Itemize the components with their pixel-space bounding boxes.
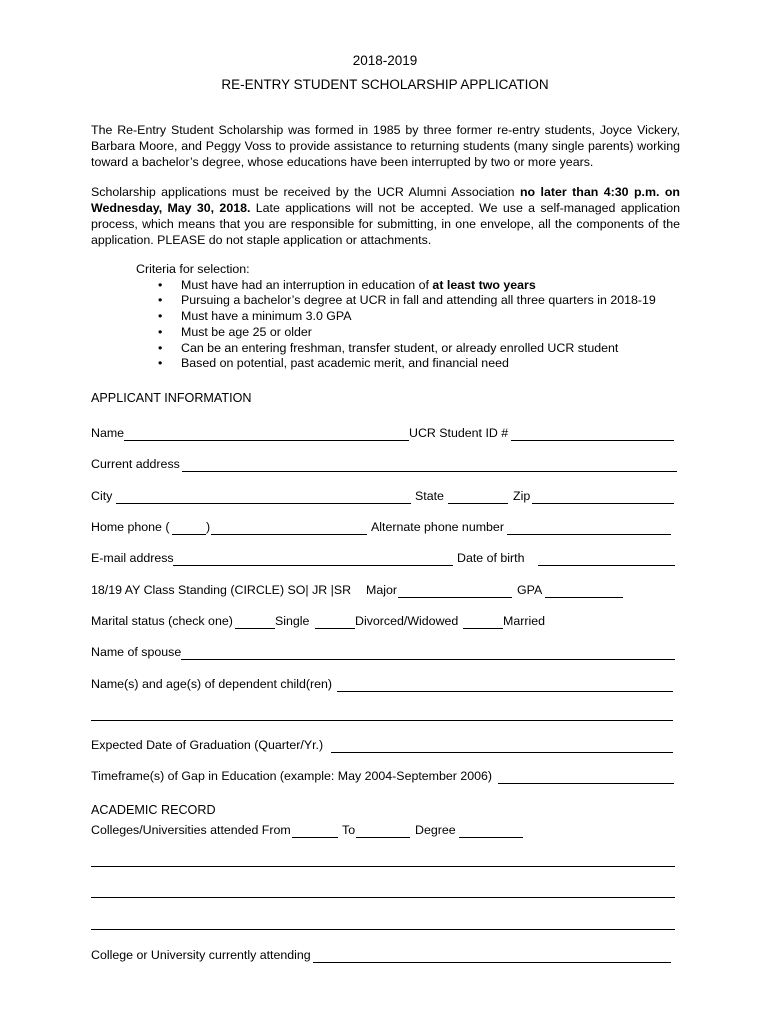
gap-row <box>91 769 677 787</box>
criteria-item: • Can be an entering freshman, transfer student, or already enrolled UCR student <box>136 341 656 357</box>
from-field[interactable] <box>292 837 338 838</box>
home-phone-paren: ) <box>206 520 211 534</box>
area-code-field[interactable] <box>172 534 206 535</box>
gap-field[interactable] <box>498 783 674 784</box>
zip-label: Zip <box>513 489 531 503</box>
student-id-field[interactable] <box>511 440 674 441</box>
state-field[interactable] <box>448 503 508 504</box>
criteria-item: • Based on potential, past academic merit, and financial need <box>136 356 656 372</box>
state-label: State <box>415 489 444 503</box>
academic-record-heading: ACADEMIC RECORD <box>91 803 216 817</box>
alt-phone-field[interactable] <box>507 534 671 535</box>
applicant-info-heading: APPLICANT INFORMATION <box>91 391 252 405</box>
spouse-label: Name of spouse <box>91 645 182 659</box>
children-field-continued[interactable] <box>91 720 673 721</box>
name-row <box>91 426 677 444</box>
city-field[interactable] <box>116 503 411 504</box>
criteria-item-text: Must have had an interruption in education of <box>181 277 433 292</box>
class-standing-label: 18/19 AY Class Standing (CIRCLE) SO| JR |SR <box>91 583 352 597</box>
criteria-list <box>136 278 656 372</box>
divorced-checkbox[interactable] <box>315 628 355 629</box>
gpa-field[interactable] <box>545 597 623 598</box>
form-year: 2018-2019 <box>352 53 418 68</box>
intro-paragraph: The Re-Entry Student Scholarship was formed in 1985 by three former re-entry students, Joyce Vickery, Barbara Moore, and Peggy Voss to provide assistance to returning students (many single parents) working toward a bachelor’s degree, whose educations have been interrupted by two or more years. <box>91 123 680 169</box>
criteria-item: • Must be age 25 or older <box>136 325 656 341</box>
email-label: E-mail address <box>91 551 174 565</box>
divorced-label: Divorced/Widowed <box>355 614 459 628</box>
colleges-label: Colleges/Universities attended From <box>91 823 291 837</box>
degree-field[interactable] <box>459 837 523 838</box>
major-field[interactable] <box>398 597 512 598</box>
college-entry-line-1[interactable] <box>91 866 675 867</box>
email-row <box>91 551 677 569</box>
spouse-row <box>91 645 677 663</box>
criteria-item <box>136 278 656 294</box>
children-row <box>91 677 677 695</box>
criteria-item: • Pursuing a bachelor’s degree at UCR in fall and attending all three quarters in 2018-19 <box>136 293 656 309</box>
dob-field[interactable] <box>538 565 675 566</box>
standing-row <box>91 583 677 601</box>
current-college-row <box>91 948 677 966</box>
address-row <box>91 457 677 475</box>
graduation-row <box>91 738 677 756</box>
marital-status-label: Marital status (check one) <box>91 614 233 628</box>
email-field[interactable] <box>173 565 453 566</box>
current-address-field[interactable] <box>182 471 677 472</box>
current-address-label: Current address <box>91 457 180 471</box>
to-field[interactable] <box>356 837 410 838</box>
colleges-row <box>91 823 677 841</box>
form-title: RE-ENTRY STUDENT SCHOLARSHIP APPLICATION <box>221 77 549 92</box>
deadline-text-start: Scholarship applications must be received by the UCR Alumni Association <box>91 185 520 199</box>
deadline-text-end: Late applications will not be accepted. We use a self-managed application process, which means that you are responsible for submitting, in one envelope, all the components of the application. PLEASE do not staple application or attachments. <box>91 201 680 247</box>
married-checkbox[interactable] <box>463 628 503 629</box>
current-college-field[interactable] <box>313 962 671 963</box>
name-field[interactable] <box>124 440 409 441</box>
alt-phone-label: Alternate phone number <box>371 520 504 534</box>
name-label: Name <box>91 426 125 440</box>
college-entry-line-3[interactable] <box>91 929 675 930</box>
gpa-label: GPA <box>517 583 543 597</box>
degree-label: Degree <box>415 823 456 837</box>
home-phone-label: Home phone ( <box>91 520 170 534</box>
married-label: Married <box>503 614 545 628</box>
deadline-date: no later than 4:30 p.m. on Wednesday, May 30, 2018. <box>91 185 680 215</box>
current-college-label: College or University currently attending <box>91 948 311 962</box>
deadline-paragraph <box>91 184 680 248</box>
criteria-item-emphasis: at least two years <box>432 277 536 292</box>
gap-label: Timeframe(s) of Gap in Education (example: May 2004-September 2006) <box>91 769 493 783</box>
spouse-field[interactable] <box>181 659 675 660</box>
student-id-label: UCR Student ID # <box>409 426 509 440</box>
selection-criteria <box>136 262 656 372</box>
graduation-label: Expected Date of Graduation (Quarter/Yr.) <box>91 738 324 752</box>
criteria-heading: Criteria for selection: <box>136 262 250 276</box>
marital-row <box>91 614 677 632</box>
single-label: Single <box>275 614 310 628</box>
children-field[interactable] <box>337 691 673 692</box>
dob-label: Date of birth <box>457 551 525 565</box>
home-phone-field[interactable] <box>211 534 367 535</box>
single-checkbox[interactable] <box>235 628 275 629</box>
city-row <box>91 489 677 507</box>
major-label: Major <box>366 583 397 597</box>
criteria-item: • Must have a minimum 3.0 GPA <box>136 309 656 325</box>
children-label: Name(s) and age(s) of dependent child(ren) <box>91 677 333 691</box>
city-label: City <box>91 489 113 503</box>
zip-field[interactable] <box>532 503 674 504</box>
college-entry-line-2[interactable] <box>91 897 675 898</box>
to-label: To <box>342 823 356 837</box>
phone-row <box>91 520 677 538</box>
graduation-field[interactable] <box>331 752 673 753</box>
